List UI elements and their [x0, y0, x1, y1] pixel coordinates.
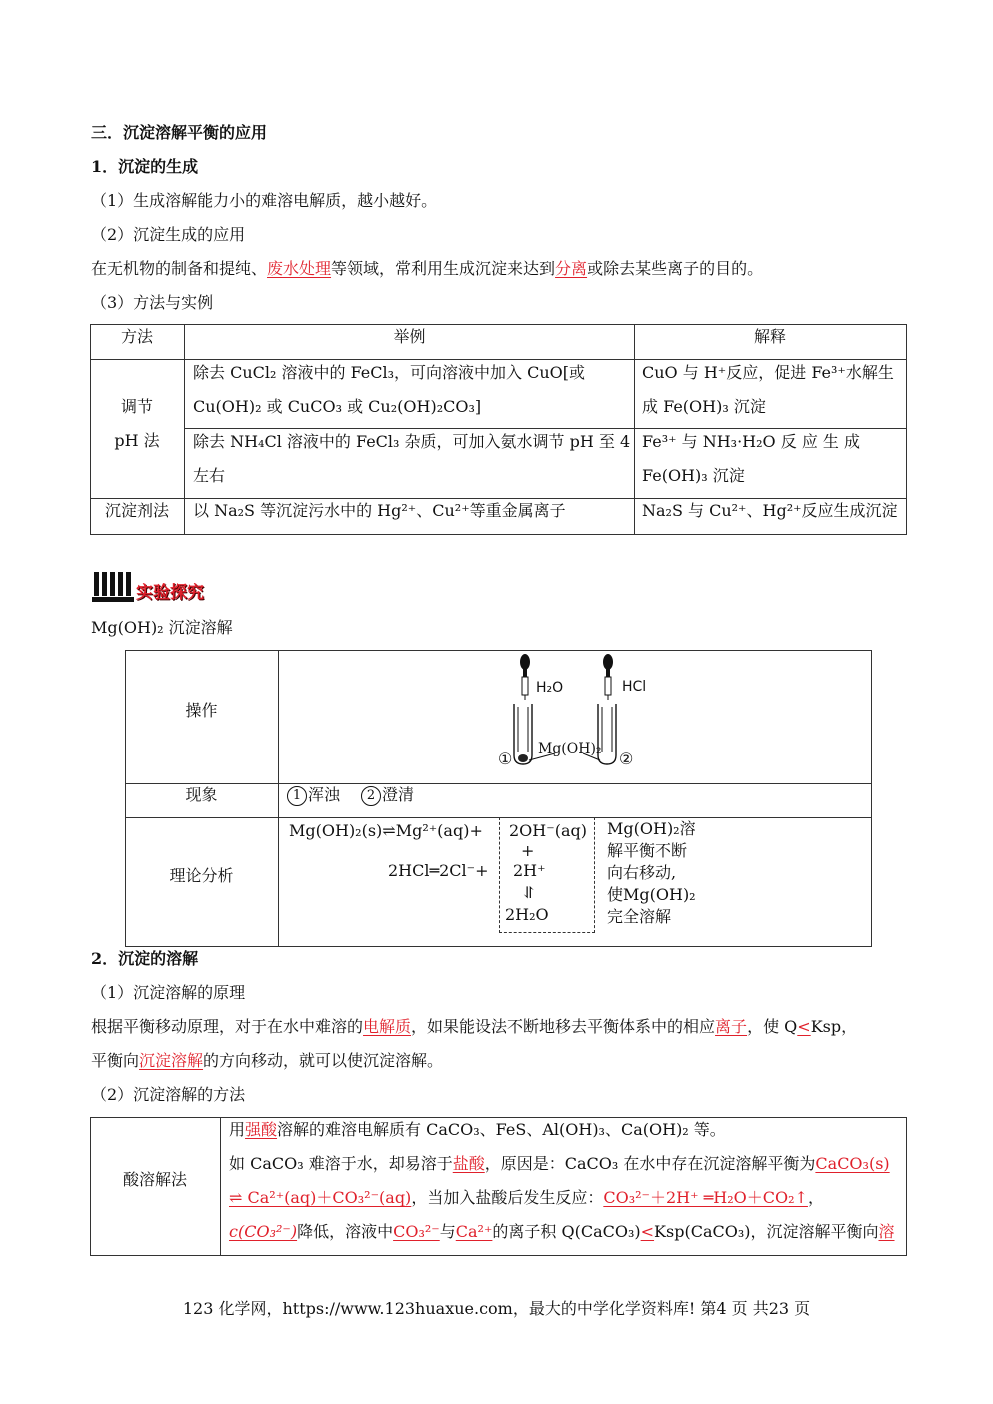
answer-blank: CaCO₃(s)	[815, 1154, 890, 1173]
paragraph: （2）沉淀生成的应用	[91, 225, 246, 244]
text: Ksp(CaCO₃)，沉淀溶解平衡向	[654, 1222, 879, 1241]
text: 用	[229, 1120, 246, 1139]
text: ，当加入盐酸后发生反应：	[411, 1188, 604, 1207]
equation-box-text: 2OH⁻(aq)	[509, 821, 587, 840]
paragraph: （2）沉淀溶解的方法	[91, 1085, 246, 1104]
text: ，使 Q	[747, 1017, 798, 1036]
answer-blank: <	[797, 1017, 811, 1036]
paragraph: （1）沉淀溶解的原理	[91, 983, 246, 1002]
note-text: Mg(OH)₂溶	[607, 819, 696, 838]
answer-blank: CO₃²⁻	[393, 1222, 440, 1241]
note-text: 使Mg(OH)₂	[607, 885, 696, 904]
answer-blank: c(CO₃²⁻)	[229, 1222, 298, 1241]
answer-blank: Ca²⁺	[455, 1222, 493, 1241]
explanation-text: CuO 与 H⁺反应，促进 Fe³⁺水解生	[642, 363, 894, 382]
test-tube-rack-icon	[92, 570, 134, 604]
subsection-heading: 2．沉淀的溶解	[91, 949, 199, 968]
methods-table	[90, 324, 906, 534]
reagent-hcl: HCl	[622, 679, 647, 695]
equation-box-text: 2H₂O	[505, 905, 549, 924]
phenomenon-1: 浑浊	[308, 785, 341, 804]
analysis-label: 理论分析	[169, 866, 234, 885]
phenomenon-label: 现象	[185, 785, 218, 804]
answer-blank: 离子	[715, 1017, 748, 1036]
equation-box-text: ⥯	[522, 883, 536, 902]
row-text	[229, 1221, 895, 1243]
equation-line-2: 2HCl═2Cl⁻+	[388, 861, 489, 880]
method-precipitant: 沉淀剂法	[104, 501, 169, 520]
text: 或除去某些离子的目的。	[587, 259, 764, 278]
note-text: 完全溶解	[607, 907, 672, 926]
equation-box-text: 2H⁺	[513, 861, 546, 880]
paragraph: （3）方法与实例	[91, 293, 214, 312]
subsection-heading: 1．沉淀的生成	[91, 157, 199, 176]
phenomenon-2: 澄清	[382, 785, 415, 804]
note-text: 解平衡不断	[607, 841, 688, 860]
example-text: 左右	[193, 466, 226, 485]
answer-blank: 盐酸	[452, 1154, 485, 1173]
header-method: 方法	[120, 327, 153, 346]
paragraph	[91, 258, 763, 280]
page-footer: 123 化学网，https://www.123huaxue.com，最大的中学化学资料库! 第4 页 共23 页	[182, 1299, 811, 1318]
text: 降低，溶液中	[297, 1222, 394, 1241]
solid-label: Mg(OH)₂	[538, 741, 602, 757]
paragraph: （1）生成溶解能力小的难溶电解质，越小越好。	[91, 191, 438, 210]
circle-number-1: 1	[287, 786, 307, 806]
circle-number-2: 2	[361, 786, 381, 806]
equation-box-text: +	[521, 841, 535, 860]
example-text: 除去 NH₄Cl 溶液中的 FeCl₃ 杂质，可加入氨水调节 pH 至 4	[193, 432, 631, 451]
row-text	[229, 1119, 726, 1141]
method-acid: 酸溶解法	[122, 1170, 187, 1189]
example-text: Cu(OH)₂ 或 CuCO₃ 或 Cu₂(OH)₂CO₃]	[193, 397, 482, 416]
tube-number-2: ②	[619, 749, 634, 768]
experiment-title: Mg(OH)₂ 沉淀溶解	[91, 618, 233, 637]
answer-blank: ⇌ Ca²⁺(aq)＋CO₃²⁻(aq)	[229, 1188, 412, 1207]
operation-label: 操作	[185, 701, 218, 720]
text: 的方向移动，就可以使沉淀溶解。	[203, 1051, 444, 1070]
text: 平衡向	[91, 1051, 140, 1070]
answer-blank: 强酸	[245, 1120, 278, 1139]
answer-blank: 废水处理	[267, 259, 332, 278]
answer-blank: CO₃²⁻＋2H⁺ ═H₂O＋CO₂↑	[603, 1188, 808, 1207]
experiment-table	[125, 650, 871, 946]
acid-dissolution-table	[90, 1117, 906, 1255]
paragraph	[91, 1050, 443, 1072]
text: 在无机物的制备和提纯、	[91, 259, 268, 278]
explanation-text: 成 Fe(OH)₃ 沉淀	[642, 397, 766, 416]
answer-blank: 电解质	[363, 1017, 412, 1036]
header-example: 举例	[393, 327, 426, 346]
row-text	[229, 1187, 824, 1209]
example-text: 以 Na₂S 等沉淀污水中的 Hg²⁺、Cu²⁺等重金属离子	[193, 501, 566, 520]
answer-blank: 沉淀溶解	[139, 1051, 204, 1070]
section-heading: 三．沉淀溶解平衡的应用	[91, 123, 268, 142]
text: 的离子积 Q(CaCO₃)	[492, 1222, 641, 1241]
text: 根据平衡移动原理，对于在水中难溶的	[91, 1017, 364, 1036]
header-explanation: 解释	[753, 327, 786, 346]
explanation-text: Na₂S 与 Cu²⁺、Hg²⁺反应生成沉淀	[642, 501, 898, 520]
answer-blank: 分离	[555, 259, 588, 278]
reagent-water: H₂O	[536, 680, 564, 696]
tube-number-1: ①	[498, 749, 513, 768]
paragraph	[91, 1016, 857, 1038]
text: 溶解的难溶电解质有 CaCO₃、FeS、Al(OH)₃、Ca(OH)₂ 等。	[277, 1120, 726, 1139]
text: 如 CaCO₃ 难溶于水，却易溶于	[229, 1154, 453, 1173]
row-text	[229, 1153, 890, 1175]
text: ，原因是：CaCO₃ 在水中存在沉淀溶解平衡为	[484, 1154, 816, 1173]
explanation-text: Fe(OH)₃ 沉淀	[642, 466, 745, 485]
explanation-text: Fe³⁺ 与 NH₃·H₂O 反 应 生 成	[642, 432, 861, 451]
equation-line-1: Mg(OH)₂(s)⇌Mg²⁺(aq)+	[289, 821, 483, 840]
text: ，如果能设法不断地移去平衡体系中的相应	[411, 1017, 716, 1036]
text: ，	[807, 1188, 824, 1207]
text: Ksp，	[810, 1017, 858, 1036]
answer-blank: 溶	[878, 1222, 895, 1241]
text: 等领域，常利用生成沉淀来达到	[331, 259, 556, 278]
text: 与	[439, 1222, 456, 1241]
example-text: 除去 CuCl₂ 溶液中的 FeCl₃，可向溶液中加入 CuO[或	[193, 363, 586, 382]
note-text: 向右移动,	[607, 863, 677, 882]
experiment-badge: 实验探究	[136, 583, 204, 603]
answer-blank: <	[640, 1222, 655, 1241]
method-ph-2: pH 法	[114, 431, 160, 450]
method-ph-1: 调节	[120, 397, 153, 416]
